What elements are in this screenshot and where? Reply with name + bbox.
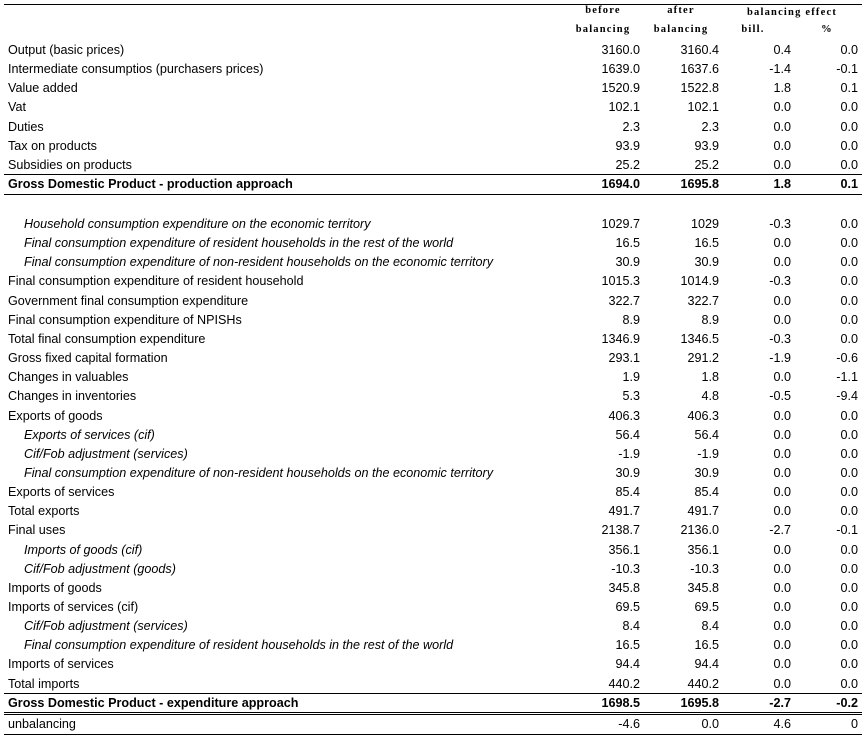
after-value: 1.8 (701, 370, 719, 385)
row-label: Subsidies on products (8, 157, 132, 172)
after-value: 69.5 (694, 600, 719, 614)
table-row (4, 156, 862, 175)
effect-pct-value: 0.1 (840, 81, 858, 96)
table-row (4, 137, 862, 156)
row-label: Final uses (8, 523, 66, 538)
effect-pct-value: 0.0 (840, 119, 858, 134)
effect-bill-value: 0.0 (773, 504, 791, 519)
table-row (4, 464, 862, 483)
after-value: 3160.4 (680, 43, 719, 57)
before-value: -10.3 (611, 561, 640, 576)
before-value: 3160.0 (601, 43, 640, 57)
row-label: Total exports (8, 504, 80, 519)
effect-pct-value: 0.0 (840, 157, 858, 172)
effect-pct-value: 0.0 (840, 676, 858, 691)
effect-pct-value: 0.0 (840, 274, 858, 289)
effect-pct-value: 0.0 (840, 504, 858, 519)
row-label: Final consumption expenditure of resident households in the rest of the world (24, 236, 454, 251)
effect-pct-value: 0.0 (840, 331, 858, 346)
row-label: Household consumption expenditure on the economic territory (24, 217, 371, 231)
row-label: Final consumption expenditure of NPISHs (8, 312, 242, 327)
effect-bill-value: 0.4 (773, 43, 791, 57)
bottom-rule (4, 734, 862, 735)
effect-pct-value: 0.0 (840, 236, 858, 251)
row-label: Total imports (8, 676, 80, 691)
before-value: 1639.0 (601, 62, 640, 77)
after-value: 93.9 (694, 138, 719, 153)
row-label: Value added (8, 81, 78, 96)
before-value: 322.7 (608, 293, 640, 308)
effect-pct-value: 0.0 (840, 446, 858, 461)
row-label: Gross Domestic Product - expenditure approach (8, 695, 299, 710)
after-value: 2136.0 (680, 523, 719, 538)
row-label: Exports of goods (8, 408, 103, 423)
row-label: Imports of services (cif) (8, 600, 139, 614)
row-label: Duties (8, 119, 44, 134)
after-value: 345.8 (687, 580, 719, 595)
before-value: 1520.9 (601, 81, 640, 96)
row-label: Vat (8, 100, 26, 115)
row-label: Intermediate consumptios (purchasers prices) (8, 62, 264, 77)
row-label: Final consumption expenditure of resident households in the rest of the world (24, 638, 454, 653)
effect-bill-value: 0.0 (773, 676, 791, 691)
table-row (4, 579, 862, 598)
after-value: 25.2 (694, 157, 719, 172)
table-row (4, 98, 862, 117)
table-row (4, 368, 862, 387)
after-value: 1522.8 (680, 81, 719, 96)
table-row (4, 655, 862, 674)
row-label: Changes in inventories (8, 389, 137, 404)
after-value: 440.2 (687, 676, 719, 691)
table-row (4, 387, 862, 406)
row-label: Government final consumption expenditure (8, 293, 249, 308)
effect-bill-value: 0.0 (773, 119, 791, 134)
effect-pct-value: 0.0 (840, 293, 858, 308)
effect-bill-value: 0.0 (773, 370, 791, 385)
before-value: 1.9 (622, 370, 640, 385)
effect-pct-value: 0.0 (840, 619, 858, 634)
after-value: 94.4 (694, 657, 719, 672)
after-value: 356.1 (687, 542, 719, 557)
effect-pct-value: -0.2 (836, 695, 858, 710)
after-value: 56.4 (694, 427, 719, 442)
table-row (4, 715, 862, 734)
effect-bill-value: -0.5 (769, 389, 791, 404)
before-value: 93.9 (615, 138, 640, 153)
effect-pct-value: 0.0 (840, 638, 858, 653)
row-label: unbalancing (8, 716, 76, 731)
effect-pct-value: -1.1 (836, 370, 858, 385)
after-value: 8.9 (701, 312, 719, 327)
effect-bill-value: 0.0 (773, 465, 791, 480)
after-value: 8.4 (701, 619, 719, 634)
after-value: 1014.9 (680, 274, 719, 289)
table-row (4, 234, 862, 253)
table-row (4, 215, 862, 234)
effect-bill-value: 0.0 (773, 485, 791, 500)
before-value: 1015.3 (601, 274, 640, 289)
effect-bill-value: -2.7 (769, 523, 791, 538)
effect-bill-value: 1.8 (773, 81, 791, 96)
before-value: -4.6 (618, 716, 640, 731)
before-value: -1.9 (618, 446, 640, 461)
effect-bill-value: 0.0 (773, 408, 791, 423)
table-row (4, 349, 862, 368)
effect-pct-value: 0.0 (840, 408, 858, 423)
effect-pct-value: 0.0 (840, 561, 858, 576)
before-value: 16.5 (615, 236, 640, 251)
table-row (4, 60, 862, 79)
row-label: Final consumption expenditure of resident household (8, 274, 304, 289)
header-before-1: before (585, 5, 621, 16)
after-value: 1695.8 (680, 695, 719, 710)
top-rule (4, 4, 862, 5)
effect-bill-value: -0.3 (769, 331, 791, 346)
header-bill: bill. (741, 24, 765, 35)
row-label: Total final consumption expenditure (8, 331, 206, 346)
before-value: 5.3 (622, 389, 640, 404)
effect-bill-value: 0.0 (773, 157, 791, 172)
before-value: 356.1 (608, 542, 640, 557)
after-value: 291.2 (687, 351, 719, 366)
table-row (4, 445, 862, 464)
effect-pct-value: 0.0 (840, 217, 858, 231)
effect-pct-value: 0.0 (840, 657, 858, 672)
effect-bill-value: 1.8 (773, 177, 791, 192)
after-value: 1029 (690, 217, 719, 231)
row-label: Gross Domestic Product - production approach (8, 177, 293, 192)
effect-bill-value: 0.0 (773, 561, 791, 576)
effect-pct-value: 0.0 (840, 542, 858, 557)
before-value: 2.3 (622, 119, 640, 134)
table-row (4, 502, 862, 521)
effect-pct-value: 0.0 (840, 138, 858, 153)
effect-bill-value: 0.0 (773, 255, 791, 270)
before-value: 1029.7 (601, 217, 640, 231)
table-row (4, 426, 862, 445)
effect-pct-value: 0 (850, 716, 858, 731)
effect-bill-value: 0.0 (773, 638, 791, 653)
table-row (4, 41, 862, 60)
effect-bill-value: -1.9 (769, 351, 791, 366)
table-row (4, 118, 862, 137)
after-value: 30.9 (694, 465, 719, 480)
before-value: 2138.7 (601, 523, 640, 538)
table-row (4, 175, 862, 194)
effect-pct-value: -0.1 (836, 523, 858, 538)
row-label: Final consumption expenditure of non-resident households on the economic territory (24, 465, 494, 480)
row-label: Gross fixed capital formation (8, 351, 168, 366)
table-row (4, 560, 862, 579)
effect-pct-value: -0.6 (836, 351, 858, 366)
effect-pct-value: 0.0 (840, 427, 858, 442)
effect-pct-value: 0.0 (840, 43, 858, 57)
effect-bill-value: -0.3 (769, 217, 791, 231)
before-value: 102.1 (608, 100, 640, 115)
table-row (4, 272, 862, 291)
row-label: Cif/Fob adjustment (goods) (24, 561, 176, 576)
before-value: 56.4 (615, 427, 640, 442)
after-value: 1695.8 (680, 177, 719, 192)
after-value: 102.1 (687, 100, 719, 115)
before-value: 491.7 (608, 504, 640, 519)
header-pct: % (821, 24, 833, 35)
before-value: 1346.9 (601, 331, 640, 346)
effect-pct-value: -0.1 (836, 62, 858, 77)
table-row (4, 483, 862, 502)
effect-pct-value: 0.0 (840, 600, 858, 614)
row-label: Cif/Fob adjustment (services) (24, 446, 188, 461)
effect-bill-value: -0.3 (769, 274, 791, 289)
section-rule (4, 194, 862, 195)
after-value: 30.9 (694, 255, 719, 270)
table-row (4, 675, 862, 694)
before-value: 293.1 (608, 351, 640, 366)
row-label: Imports of goods (8, 580, 102, 595)
before-value: 25.2 (615, 157, 640, 172)
before-value: 30.9 (615, 465, 640, 480)
table-row (4, 311, 862, 330)
after-value: 0.0 (701, 716, 719, 731)
after-value: -1.9 (697, 446, 719, 461)
table-row (4, 407, 862, 426)
after-value: 1346.5 (680, 331, 719, 346)
table-row (4, 521, 862, 540)
before-value: 69.5 (615, 600, 640, 614)
effect-bill-value: -1.4 (769, 62, 791, 77)
before-value: 8.9 (622, 312, 640, 327)
after-value: 2.3 (701, 119, 719, 134)
before-value: 406.3 (608, 408, 640, 423)
after-value: 322.7 (687, 293, 719, 308)
table-row (4, 617, 862, 636)
table-row (4, 636, 862, 655)
effect-pct-value: 0.1 (840, 177, 858, 192)
effect-pct-value: 0.0 (840, 485, 858, 500)
effect-bill-value: 0.0 (773, 100, 791, 115)
effect-pct-value: 0.0 (840, 580, 858, 595)
after-value: -10.3 (690, 561, 719, 576)
row-label: Exports of services (8, 485, 115, 500)
effect-bill-value: 0.0 (773, 138, 791, 153)
row-label: Imports of services (8, 657, 114, 672)
effect-bill-value: 0.0 (773, 542, 791, 557)
before-value: 85.4 (615, 485, 640, 500)
table-row (4, 330, 862, 349)
row-label: Tax on products (8, 138, 97, 153)
before-value: 1698.5 (601, 695, 640, 710)
effect-bill-value: -2.7 (769, 695, 791, 710)
row-label: Exports of services (cif) (24, 427, 155, 442)
header-before-2: balancing (575, 24, 631, 35)
before-value: 30.9 (615, 255, 640, 270)
row-label: Output (basic prices) (8, 43, 125, 57)
effect-pct-value: 0.0 (840, 465, 858, 480)
before-value: 1694.0 (601, 177, 640, 192)
effect-bill-value: 0.0 (773, 657, 791, 672)
effect-pct-value: -9.4 (836, 389, 858, 404)
before-value: 345.8 (608, 580, 640, 595)
row-label: Cif/Fob adjustment (services) (24, 619, 188, 634)
row-label: Imports of goods (cif) (24, 542, 143, 557)
after-value: 16.5 (694, 236, 719, 251)
before-value: 8.4 (622, 619, 640, 634)
before-value: 440.2 (608, 676, 640, 691)
effect-bill-value: 0.0 (773, 619, 791, 634)
effect-bill-value: 0.0 (773, 600, 791, 614)
row-label: Final consumption expenditure of non-resident households on the economic territory (24, 255, 494, 270)
effect-pct-value: 0.0 (840, 100, 858, 115)
table-row (4, 253, 862, 272)
effect-bill-value: 0.0 (773, 427, 791, 442)
effect-bill-value: 0.0 (773, 293, 791, 308)
effect-bill-value: 0.0 (773, 236, 791, 251)
before-value: 94.4 (615, 657, 640, 672)
effect-bill-value: 0.0 (773, 580, 791, 595)
effect-bill-value: 4.6 (773, 716, 791, 731)
table-row (4, 79, 862, 98)
effect-bill-value: 0.0 (773, 312, 791, 327)
effect-bill-value: 0.0 (773, 446, 791, 461)
after-value: 491.7 (687, 504, 719, 519)
after-value: 16.5 (694, 638, 719, 653)
effect-pct-value: 0.0 (840, 312, 858, 327)
after-value: 4.8 (701, 389, 719, 404)
header-after-2: balancing (653, 24, 709, 35)
table-row (4, 694, 862, 713)
table-row (4, 541, 862, 560)
before-value: 16.5 (615, 638, 640, 653)
header-balancing-effect: balancing effect (746, 7, 838, 18)
after-value: 406.3 (687, 408, 719, 423)
table-row (4, 292, 862, 311)
row-label: Changes in valuables (8, 370, 129, 385)
after-value: 85.4 (694, 485, 719, 500)
after-value: 1637.6 (680, 62, 719, 77)
header-after-1: after (667, 5, 695, 16)
effect-pct-value: 0.0 (840, 255, 858, 270)
table-row (4, 598, 862, 617)
